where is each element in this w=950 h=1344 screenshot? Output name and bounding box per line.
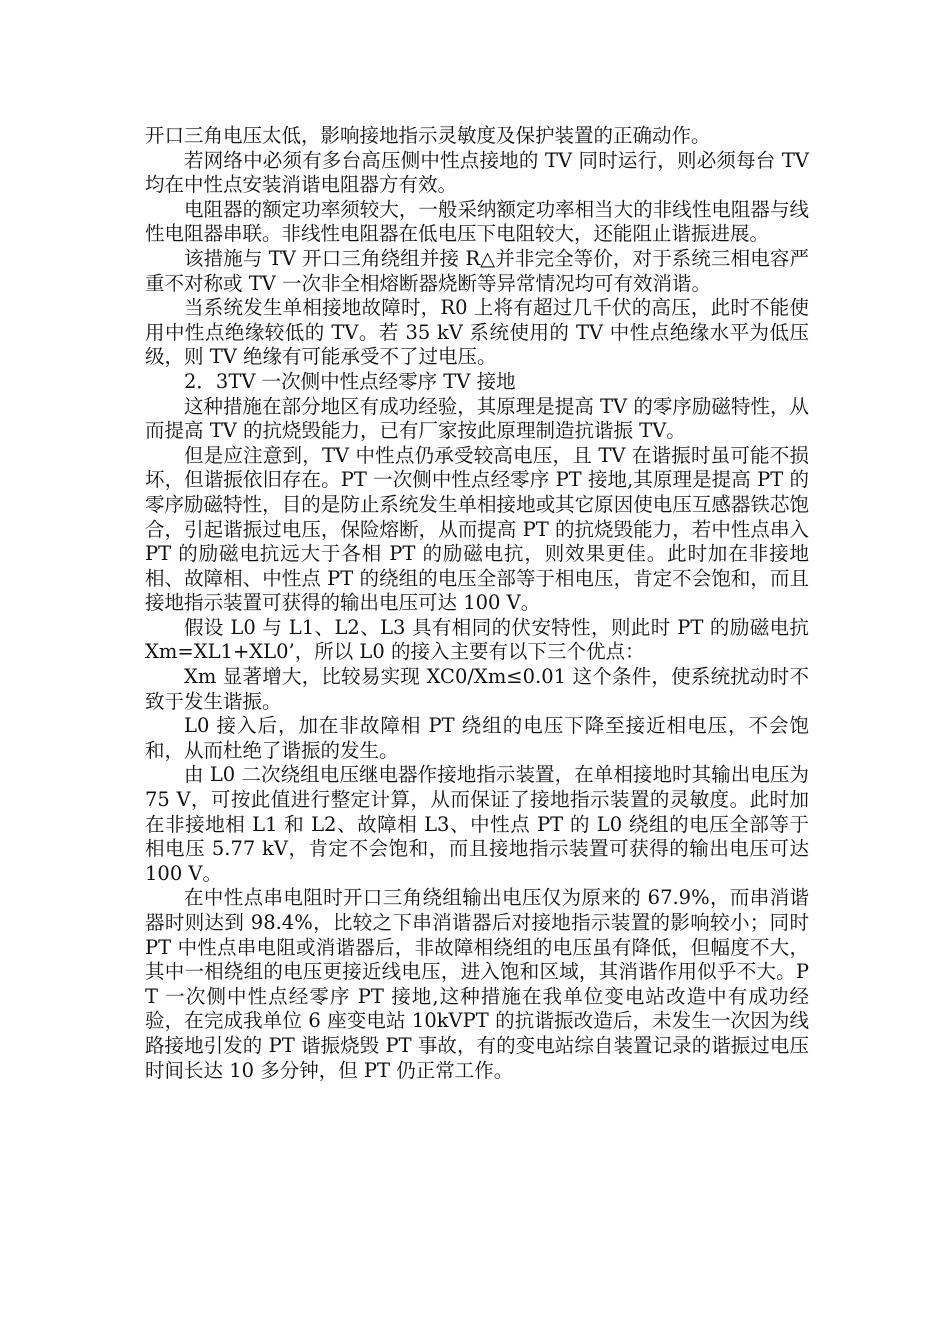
- section-heading: 2．3TV 一次侧中性点经零序 TV 接地: [184, 369, 516, 393]
- paragraph-9: 假设 L0 与 L1、L2、L3 具有相同的伏安特性，则此时 PT 的励磁电抗 Xm=XL1+XL0’，所以 L0 的接入主要有以下三个优点：: [145, 615, 809, 664]
- paragraph-10: Xm 显著增大，比较易实现 XC0/Xm≤0.01 这个条件，使系统扰动时不致于发生谐振。: [145, 665, 809, 713]
- paragraph-3: 电阻器的额定功率须较大，一般采纳额定功率相当大的非线性电阻器与线性电阻器串联。非线性电阻器在低电压下电阻较大，还能阻止谐振进展。: [145, 197, 809, 246]
- paragraph-5: 当系统发生单相接地故障时，R0 上将有超过几千伏的高压，此时不能使用中性点绝缘较低的 TV。若 35 kV 系统使用的 TV 中性点绝缘水平为低压级，则 TV 绝缘有可能承受不了过电压。: [145, 296, 809, 369]
- paragraph-13: 在中性点串电阻时开口三角绕组输出电压仅为原来的 67.9%，而串消谐器时则达到 98.4%，比较之下串消谐器后对接地指示装置的影响较小；同时 PT 中性点串电阻或消谐器后，非故障相绕组的电压虽有降低，但幅度不大，其中一相绕组的电压更接近线电压，进入饱和区域，其消谐作用似乎不大。PT 一次侧中性点经零序 PT 接地,这种措施在我单位变电站改造中有成功经验，在完成我单位 6 座变电站 10kVPT 的抗谐振改造后，未发生一次因为线路接地引发的 PT 谐振烧毁 PT 事故，有的变电站综自装置记录的谐振过电压时间长达 10 多分钟，但 PT 仍正常工作。: [145, 886, 809, 1082]
- paragraph-8: 但是应注意到，TV 中性点仍承受较高电压，且 TV 在谐振时虽可能不损坏，但谐振依旧存在。PT 一次侧中性点经零序 PT 接地,其原理是提高 PT 的零序励磁特性，目的是防止系统发生单相接地或其它原因使电压互感器铁芯饱合，引起谐振过电压，保险熔断，从而提高 PT 的抗烧毁能力，若中性点串入 PT 的励磁电抗远大于各相 PT 的励磁电抗，则效果更佳。此时加在非接地相、故障相、中性点 PT 的绕组的电压全部等于相电压，肯定不会饱和，而且接地指示装置可获得的输出电压可达 100 V。: [145, 443, 809, 615]
- paragraph-2: 若网络中必须有多台高压侧中性点接地的 TV 同时运行，则必须每台 TV 均在中性点安装消谐电阻器方有效。: [145, 148, 809, 197]
- paragraph-12: 由 L0 二次绕组电压继电器作接地指示装置，在单相接地时其输出电压为 75 V，可按此值进行整定计算，从而保证了接地指示装置的灵敏度。此时加在非接地相 L1 和 L2、故障相 L3、中性点 PT 的 L0 绕组的电压全部等于相电压 5.77 kV，肯定不会饱和，而且接地指示装置可获得的输出电压可达 100 V。: [145, 763, 809, 885]
- document-body: [145, 124, 809, 1083]
- paragraph-7: 这种措施在部分地区有成功经验，其原理是提高 TV 的零序励磁特性，从而提高 TV 的抗烧毁能力，已有厂家按此原理制造抗谐振 TV。: [145, 394, 809, 443]
- paragraph-1: 开口三角电压太低，影响接地指示灵敏度及保护装置的正确动作。: [145, 124, 711, 147]
- paragraph-11: L0 接入后，加在非故障相 PT 绕组的电压下降至接近相电压，不会饱和，从而杜绝了谐振的发生。: [145, 714, 809, 762]
- paragraph-4: 该措施与 TV 开口三角绕组并接 R△并非完全等价，对于系统三相电容严重不对称或 TV 一次非全相熔断器烧断等异常情况均可有效消谐。: [145, 246, 809, 295]
